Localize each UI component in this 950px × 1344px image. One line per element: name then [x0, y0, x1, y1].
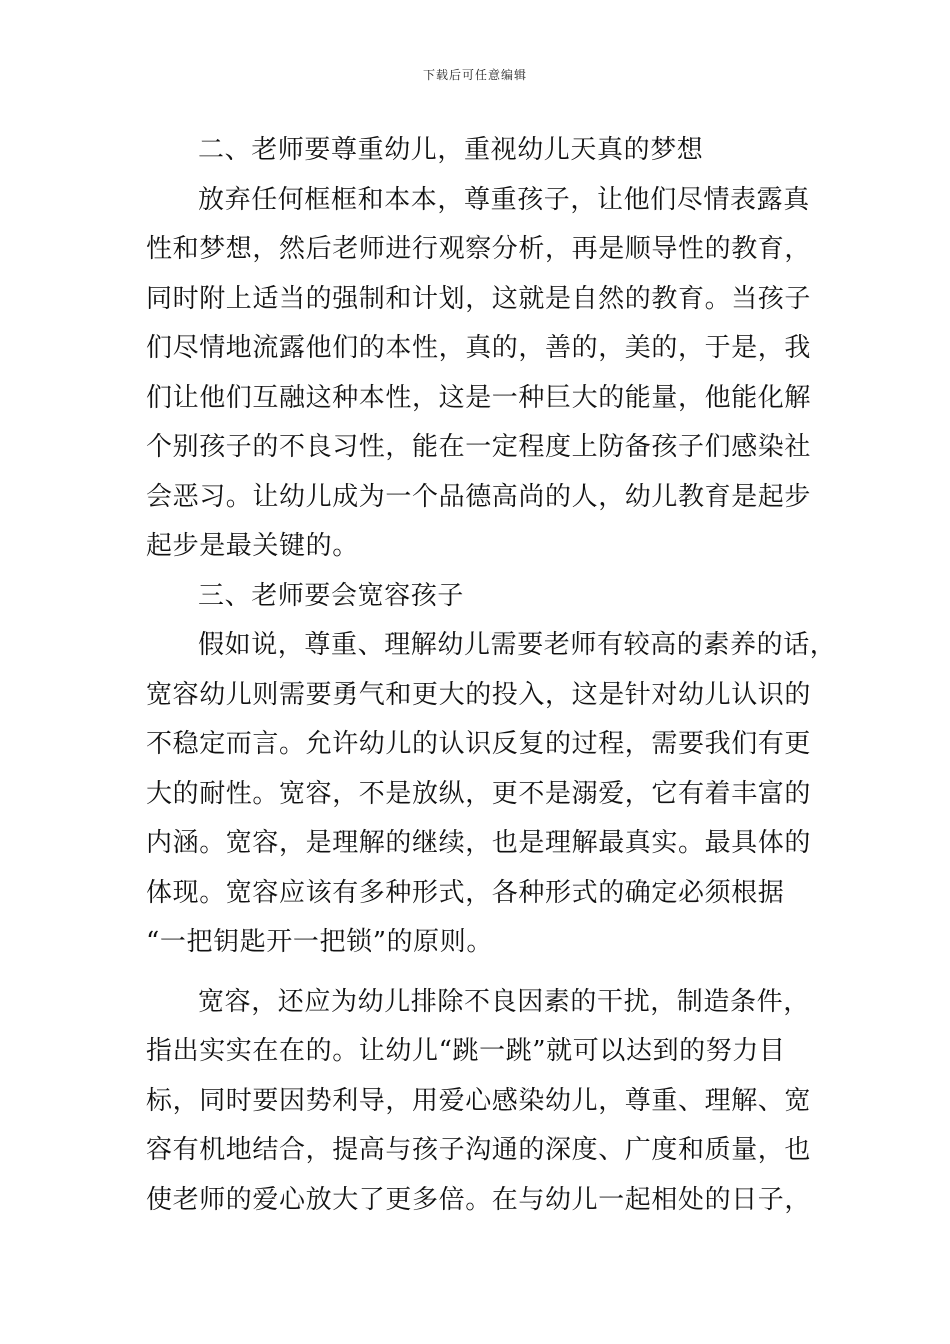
text-line: 宽容幼儿则需要勇气和更大的投入，这是针对幼儿认识的 — [146, 679, 812, 710]
text-line: 不稳定而言。允许幼儿的认识反复的过程，需要我们有更 — [146, 729, 812, 759]
text-line: 假如说，尊重、理解幼儿需要老师有较高的素养的话， — [198, 630, 837, 660]
text-line: 内涵。宽容，是理解的继续，也是理解最真实。最具体的 — [146, 828, 812, 858]
text-line: 起步是最关键的。 — [146, 531, 359, 561]
paragraph — [146, 572, 810, 622]
text-line: 们尽情地流露他们的本性，真的，善的，美的，于是，我 — [146, 333, 812, 363]
text-line: 体现。宽容应该有多种形式，各种形式的确定必须根据 — [146, 877, 785, 908]
text-line: 同时附上适当的强制和计划，这就是自然的教育。当孩子 — [146, 283, 812, 314]
text-line: 放弃任何框框和本本，尊重孩子，让他们尽情表露真 — [198, 184, 810, 215]
paragraph — [146, 621, 837, 968]
paragraph — [146, 176, 810, 572]
text-line: 宽容，还应为幼儿排除不良因素的干扰，制造条件， — [198, 986, 810, 1017]
text-line: 容有机地结合，提高与孩子沟通的深度、广度和质量，也 — [146, 1135, 812, 1165]
text-line: 三、老师要会宽容孩子 — [198, 580, 465, 611]
text-line: 们让他们互融这种本性，这是一种巨大的能量，他能化解 — [146, 382, 812, 413]
text-line: 标，同时要因势利导，用爱心感染幼儿，尊重、理解、宽 — [146, 1085, 812, 1116]
text-line: 会恶习。让幼儿成为一个品德高尚的人，幼儿教育是起步 — [146, 481, 812, 512]
text-line: 个别孩子的不良习性，能在一定程度上防备孩子们感染社 — [146, 432, 812, 462]
text-line: 指出实实在在的。让幼儿“跳一跳”就可以达到的努力目 — [146, 1036, 786, 1066]
document-body — [146, 126, 837, 1225]
paragraph-gap — [146, 968, 810, 978]
text-line: “一把钥匙开一把锁”的原则。 — [146, 927, 493, 957]
text-line: 使老师的爱心放大了更多倍。在与幼儿一起相处的日子， — [146, 1184, 812, 1215]
text-line: 大的耐性。宽容，不是放纵，更不是溺爱，它有着丰富的 — [146, 778, 812, 809]
paragraph — [146, 978, 810, 1226]
header-note: 下载后可任意编辑 — [422, 68, 527, 82]
text-line: 性和梦想，然后老师进行观察分析，再是顺导性的教育， — [146, 234, 812, 264]
paragraph — [146, 126, 810, 176]
text-line: 二、老师要尊重幼儿，重视幼儿天真的梦想 — [198, 135, 704, 165]
